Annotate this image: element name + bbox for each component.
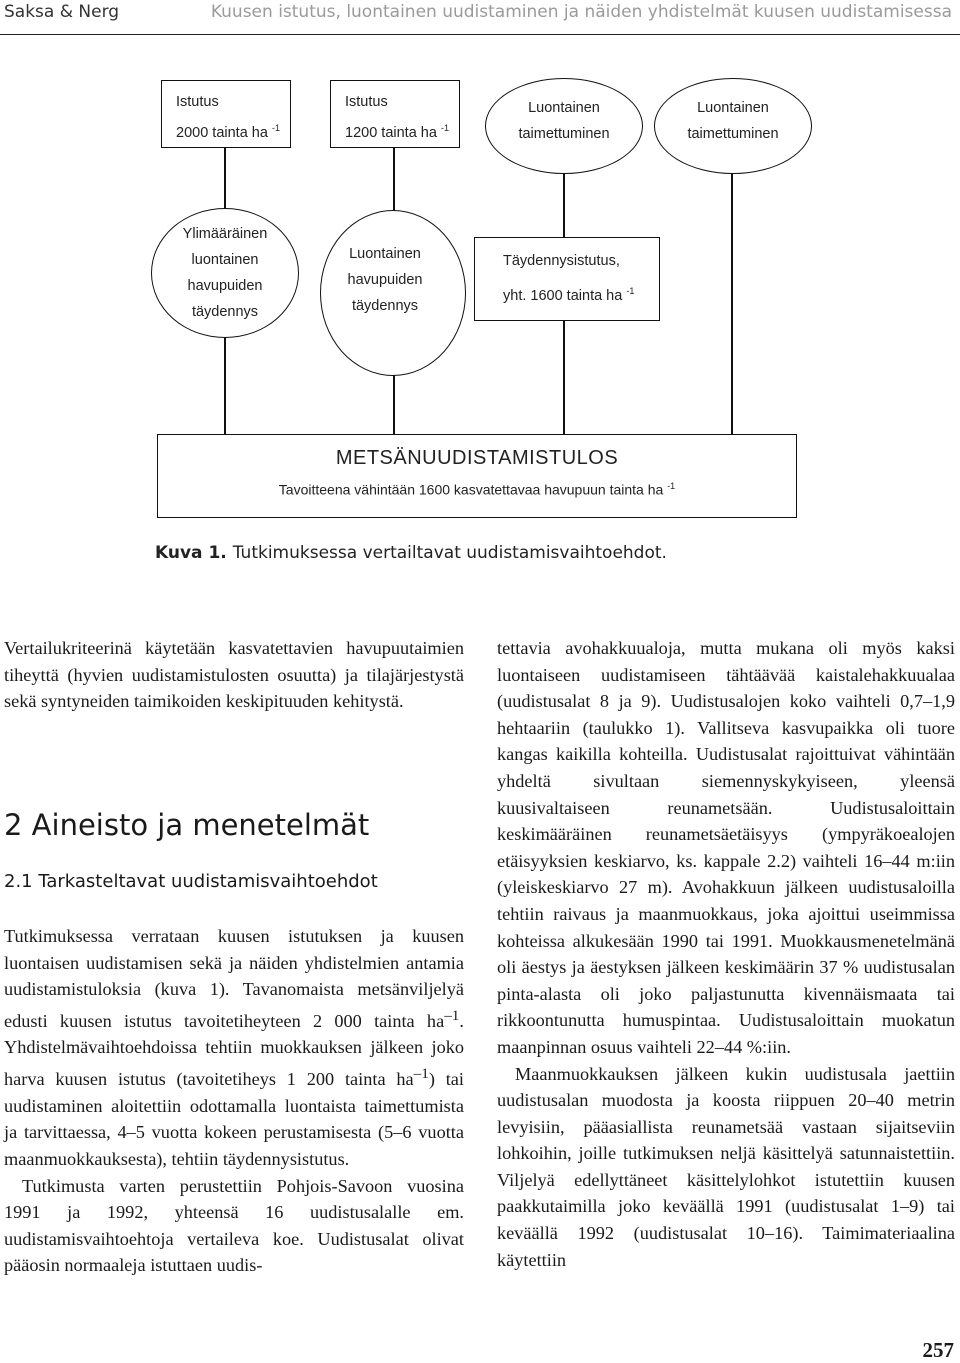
result-title: METSÄNUUDISTAMISTULOS — [335, 447, 619, 469]
subsection-heading: 2.1 Tarkasteltavat uudistamisvaihtoehdot — [4, 871, 378, 892]
caption-text: Tutkimuksessa vertailtavat uudistamisvaihtoehdot. — [232, 543, 667, 563]
connector-line — [563, 319, 565, 434]
node-taydennysistutus: Täydennysistutus, yht. 1600 tainta ha $^{-1}$ — [474, 237, 660, 321]
node-luontainen-taydennys: Luontainen havupuiden täydennys — [320, 210, 466, 376]
section-heading: 2 Aineisto ja menetelmät — [4, 808, 370, 842]
result-subtitle: Tavoitteena vähintään 1600 kasvatettavaa havupuun tainta ha — [278, 481, 664, 498]
caption-label: Kuva 1. — [155, 543, 227, 563]
node-luontainen-taimettuminen-2: Luontainen taimettuminen — [654, 78, 812, 174]
left-column-intro — [4, 635, 464, 715]
connector-line — [224, 338, 226, 434]
connector-line — [731, 172, 733, 434]
right-column-body — [497, 635, 955, 1273]
header-authors: Saksa & Nerg — [4, 2, 120, 22]
node-ylimaarainen-taydennys: Ylimääräinen luontainen havupuiden täydennys — [151, 208, 299, 338]
node-metsanuudistamistulos: METSÄNUUDISTAMISTULOS Tavoitteena vähintään 1600 kasvatettavaa havupuun tainta ha $^{-1}$ — [157, 434, 797, 518]
node-luontainen-taimettuminen-1: Luontainen taimettuminen — [485, 78, 643, 174]
header-title: Kuusen istutus, luontainen uudistaminen ja näiden yhdistelmät kuusen uudistamisessa — [210, 2, 952, 22]
connector-line — [563, 172, 565, 239]
node-istutus-1200: Istutus 1200 tainta ha $^{-1}$ — [330, 80, 460, 148]
running-header — [0, 0, 960, 35]
figure-diagram — [0, 40, 960, 530]
page-number: 257 — [922, 1338, 954, 1362]
left-column-body — [4, 923, 464, 1279]
paragraph: Maanmuokkauksen jälkeen kukin uudistusala jaettiin uudistusalan muodosta ja koosta riippuen 20–40 metrin levyisiin, pääasiallista reunametsää vastaan sijaitseviin lohkoihin, joille tutkimuksen neljä käsittelyä satunnaistettiin. Viljelyä edellyttäneet käsittelylohkot istutettiin kuusen paakkutaimilla joko keväällä 1991 (uudistusalat 1–9) tai keväällä 1992 (uudistusalat 10–16). Taimimateriaalina käytettiin — [497, 1063, 955, 1270]
figure-caption — [155, 543, 667, 563]
paragraph: Tutkimuksessa verrataan kuusen istutuksen ja kuusen luontaisen uudistamisen sekä ja näiden yhdistelmien antamia uudistamistuloksia (kuva 1). Tavanomaista metsänviljelyä edusti kuusen istutus tavoitetiheyteen 2 000 tainta $ha^{-1}$. Yhdistelmävaihtoehdoissa tehtiin muokkauksen jälkeen joko harva kuusen istutus (tavoitetiheys 1 200 tainta $ha^{-1}$) tai uudistaminen aloitettiin odottamalla luontaista taimettumista ja tarvittaessa, 4–5 vuotta kokeen perustamisesta (5–6 vuotta maanmuokkauksesta), tehtiin täydennysistutus. — [4, 926, 464, 1169]
node-istutus-2000: Istutus 2000 tainta ha $^{-1}$ — [161, 80, 291, 148]
paragraph: Tutkimusta varten perustettiin Pohjois-Savoon vuosina 1991 ja 1992, yhteensä 16 uudistusalalle em. uudistamisvaihtoehtoja vertaileva koe. Uudistusalat olivat pääosin normaaleja istuttaen uudis- — [4, 1175, 464, 1276]
paragraph: Vertailukriteerinä käytetään kasvatettavien havupuutaimien tiheyttä (hyvien uudistamistulosten osuutta) ja tilajärjestystä sekä syntyneiden taimikoiden keskipituuden kehitystä. — [4, 638, 464, 712]
connector-line — [393, 148, 395, 213]
connector-line — [393, 374, 395, 434]
paragraph: tettavia avohakkuualoja, mutta mukana oli myös kaksi luontaiseen uudistamiseen tähtäävää kaistalehakkuualaa (uudistusalat 8 ja 9). Uudistusalojen koko vaihteli 0,7–1,9 hehtaariin (taulukko 1). Vallitseva kasvupaikka oli tuore kangas kaikilla kohteilla. Uudistusalat rajoittuivat vähintään yhdeltä sivultaan siemennyskykyiseen, yleensä kuusivaltaiseen reunametsään. Uudistusaloittain keskimääräinen reunametsäetäisyys (ympyräkoealojen etäisyyksien keskiarvo, ks. kappale 2.2) vaihteli 16–44 m:iin (yleiskeskiarvo 27 m). Avohakkuun jälkeen uudistusaloilla tehtiin raivaus ja maanmuokkaus, joka ajoittui useimmissa kohteissa alkukesään 1990 tai 1991. Muokkausmenetelmänä oli äestys ja äestyksen jälkeen keskimäärin 37 % uudistusalan pinta-alasta oli joko paljastunutta kivennäismaata tai rikkoontunutta humuspintaa. Uudistusaloittain muokatun maanpinnan osuus vaihteli 22–44 %:iin. — [497, 638, 955, 1057]
